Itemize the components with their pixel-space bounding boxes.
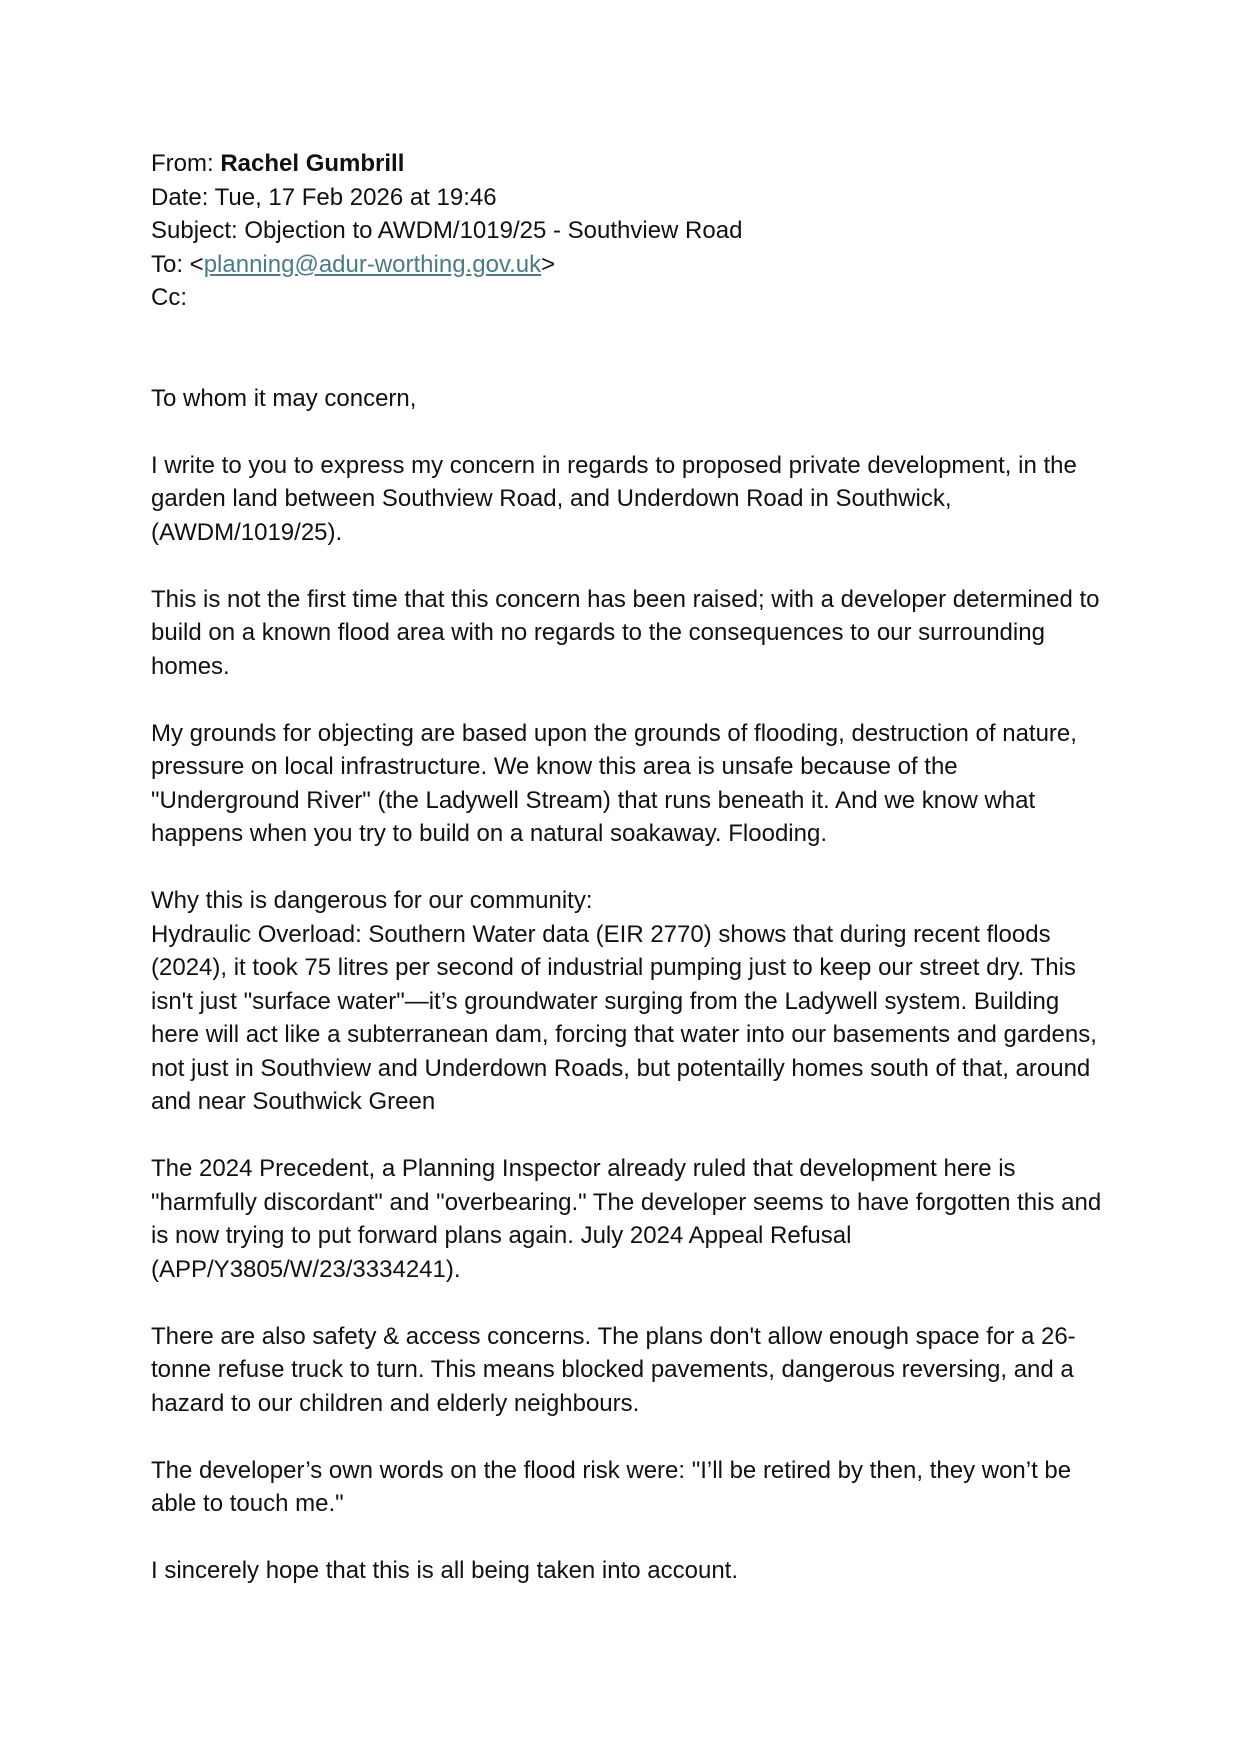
- to-label: To: <: [151, 250, 204, 278]
- cc-label: Cc:: [151, 284, 187, 311]
- paragraph-safety: There are also safety & access concerns. The plans don't allow enough space for a 26-tonne refuse truck to turn. This means blocked pavements, dangerous reversing, and a hazard to our children and elderly neighbours.: [151, 1322, 1076, 1417]
- to-close: >: [541, 250, 556, 278]
- paragraph-closing: I sincerely hope that this is all being taken into account.: [151, 1557, 739, 1584]
- date-value: Tue, 17 Feb 2026 at 19:46: [214, 183, 497, 211]
- to-line: [151, 248, 1111, 282]
- from-name: Rachel Gumbrill: [220, 150, 405, 177]
- paragraph-hydraulic: Hydraulic Overload: Southern Water data (EIR 2770) shows that during recent floods (2024), it took 75 litres per second of industrial pumping just to keep our street dry. This isn't just "surface water"—it’s groundwater surging from the Ladywell system. Building here will act like a subterranean dam, forcing that water into our basements and gardens, not just in Southview and Underdown Roads, but potentailly homes south of that, around and near Southwick Green: [151, 920, 1097, 1115]
- to-email-link[interactable]: planning@adur-worthing.gov.uk: [203, 250, 542, 278]
- email-document: [151, 147, 1111, 1621]
- from-line: [151, 147, 1111, 181]
- header-spacer: [151, 315, 1111, 382]
- cc-line: [151, 281, 1111, 315]
- paragraph-grounds: My grounds for objecting are based upon the grounds of flooding, destruction of nature, pressure on local infrastructure. We know this area is unsafe because of the "Underground River" (the Ladywell Stream) that runs beneath it. And we know what happens when you try to build on a natural soakaway. Flooding.: [151, 719, 1077, 847]
- email-header: [151, 147, 1111, 315]
- paragraph-intro: I write to you to express my concern in regards to proposed private development, in the garden land between Southview Road, and Underdown Road in Southwick, (AWDM/1019/25).: [151, 451, 1077, 546]
- date-label: Date:: [151, 183, 215, 211]
- subject-label: Subject:: [151, 217, 245, 244]
- paragraph-quote: The developer’s own words on the flood risk were: "I’ll be retired by then, they won’t be able to touch me.": [151, 1456, 1072, 1517]
- paragraph-history: This is not the first time that this concern has been raised; with a developer determined to build on a known flood area with no regards to the consequences to our surrounding homes.: [151, 585, 1100, 680]
- email-body: [151, 382, 1111, 1588]
- date-line: [151, 181, 1111, 215]
- greeting: To whom it may concern,: [151, 384, 417, 412]
- paragraph-precedent: The 2024 Precedent, a Planning Inspector already ruled that development here is "harmfully discordant" and "overbearing." The developer seems to have forgotten this and is now trying to put forward plans again. July 2024 Appeal Refusal (APP/Y3805/W/23/3334241).: [151, 1155, 1102, 1283]
- subject-value: Objection to AWDM/1019/25 - Southview Road: [244, 217, 743, 244]
- subject-line: [151, 214, 1111, 248]
- from-label: From:: [151, 150, 221, 177]
- paragraph-danger-heading: Why this is dangerous for our community:: [151, 887, 593, 914]
